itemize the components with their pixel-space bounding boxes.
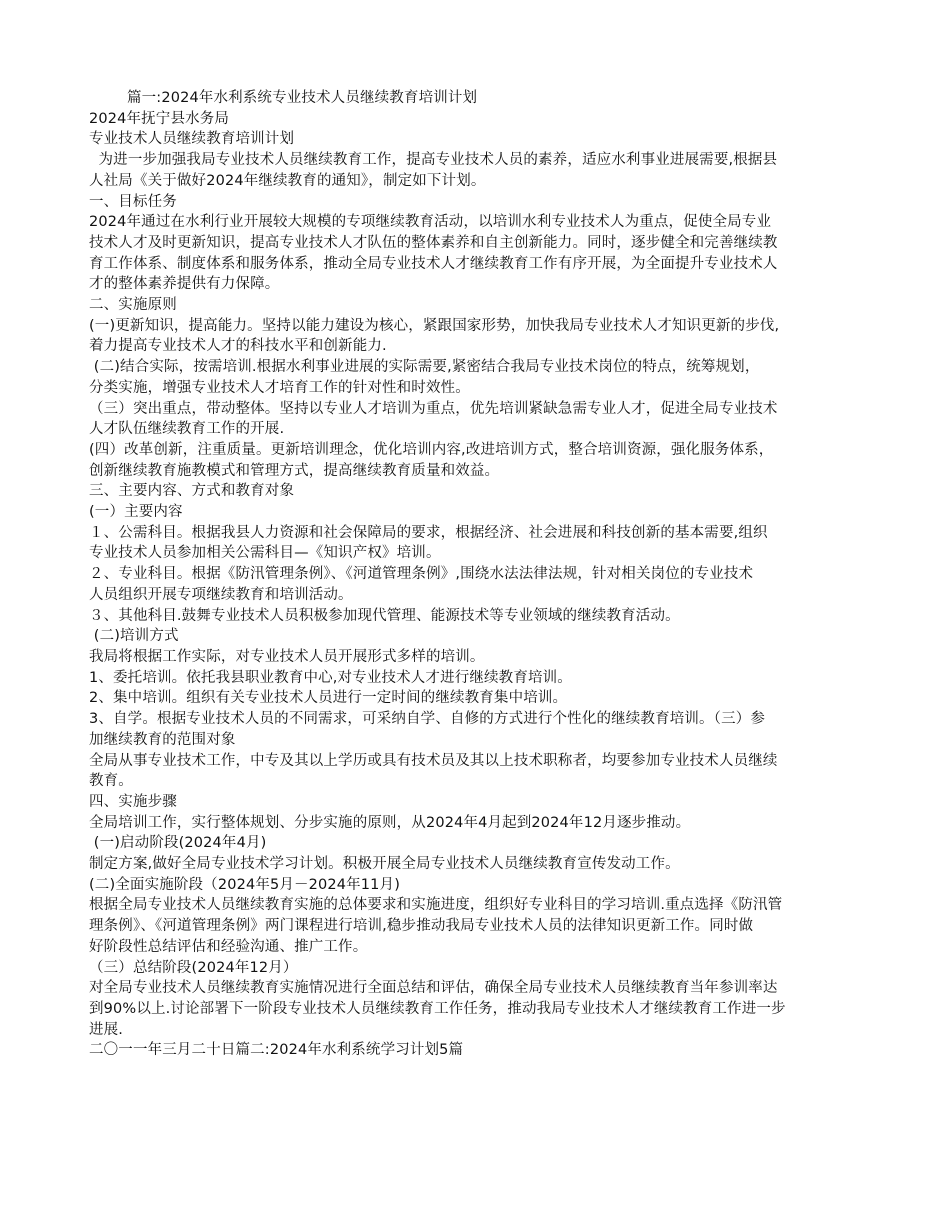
section-heading: 一、目标任务 xyxy=(89,193,177,210)
text-line: 到90%以上.讨论部署下一阶段专业技术人员继续教育工作任务，推动我局专业技术人才继续教育工作进一步 xyxy=(89,1000,786,1017)
subsection-heading: (二)全面实施阶段（2024年5月－2024年11月) xyxy=(89,876,400,893)
document-subtitle: 专业技术人员继续教育培训计划 xyxy=(89,131,295,148)
text-line: 人才队伍继续教育工作的开展. xyxy=(89,421,285,438)
text-line: 创新继续教育施教模式和管理方式，提高继续教育质量和效益。 xyxy=(89,462,500,479)
text-line: 好阶段性总结评估和经验沟通、推广工作。 xyxy=(89,938,368,955)
text-line: 2024年通过在水利行业开展较大规模的专项继续教育活动，以培训水利专业技术人为重点，促使全局专业 xyxy=(89,214,772,231)
section-heading: 三、主要内容、方式和教育对象 xyxy=(89,483,295,500)
document-org: 2024年抚宁县水务局 xyxy=(89,110,230,127)
text-line: 专业技术人员参加相关公需科目—《知识产权》培训。 xyxy=(89,545,441,562)
subsection-heading: (一)启动阶段(2024年4月) xyxy=(89,835,267,852)
text-line: 2、集中培训。组织有关专业技术人员进行一定时间的继续教育集中培训。 xyxy=(89,690,568,707)
section-heading: 二、实施原则 xyxy=(89,297,177,314)
text-line: 人社局《关于做好2024年继续教育的通知》，制定如下计划。 xyxy=(89,172,486,189)
text-line: 根据全局专业技术人员继续教育实施的总体要求和实施进度，组织好专业科目的学习培训.重点选择《防汛管 xyxy=(89,897,783,914)
text-line: ２、专业科目。根据《防汛管理条例》、《河道管理条例》,围绕水法法律法规，针对相关岗位的专业技术 xyxy=(89,566,754,583)
text-line: 加继续教育的范围对象 xyxy=(89,731,236,748)
text-line: 全局从事专业技术工作，中专及其以上学历或具有技术员及其以上技术职称者，均要参加专业技术人员继续 xyxy=(89,752,778,769)
text-line: 育工作体系、制度体系和服务体系，推动全局专业技术人才继续教育工作有序开展，为全面提升专业技术人 xyxy=(89,255,778,272)
document-heading: 篇一:2024年水利系统专业技术人员继续教育培训计划 xyxy=(127,90,478,106)
subsection-heading: （三）总结阶段(2024年12月） xyxy=(89,959,298,976)
text-line: 制定方案,做好全局专业技术学习计划。积极开展全局专业技术人员继续教育宣传发动工作。 xyxy=(89,856,680,873)
text-line: （三）突出重点，带动整体。坚持以专业人才培训为重点，优先培训紧缺急需专业人才，促进全局专业技术 xyxy=(89,400,778,417)
text-line: (一)更新知识，提高能力。坚持以能力建设为核心，紧跟国家形势，加快我局专业技术人才知识更新的步伐, xyxy=(89,317,780,334)
text-line: 分类实施，增强专业技术人才培育工作的针对性和时效性。 xyxy=(89,379,470,396)
text-line: 着力提高专业技术人才的科技水平和创新能力. xyxy=(89,338,387,355)
text-line: 人员组织开展专项继续教育和培训活动。 xyxy=(89,586,353,603)
subsection-heading: (一）主要内容 xyxy=(89,504,183,521)
text-line: 3、自学。根据专业技术人员的不同需求，可采纳自学、自修的方式进行个性化的继续教育培训。（三）参 xyxy=(89,711,766,728)
section-heading: 四、实施步骤 xyxy=(89,793,177,810)
text-line: 全局培训工作，实行整体规划、分步实施的原则，从2024年4月起到2024年12月逐步推动。 xyxy=(89,814,691,831)
text-line: ３、其他科目.鼓舞专业技术人员积极参加现代管理、能源技术等专业领域的继续教育活动。 xyxy=(89,607,680,624)
text-line: (二)结合实际，按需培训.根据水利事业进展的实际需要,紧密结合我局专业技术岗位的特点，统筹规划， xyxy=(89,359,760,376)
text-line: 我局将根据工作实际，对专业技术人员开展形式多样的培训。 xyxy=(89,648,485,665)
text-line: (四）改革创新，注重质量。更新培训理念，优化培训内容,改进培训方式，整合培训资源，强化服务体系， xyxy=(89,441,774,458)
text-line: 技术人才及时更新知识，提高专业技术人才队伍的整体素养和自主创新能力。同时，逐步健全和完善继续教 xyxy=(89,234,778,251)
text-line: 为进一步加强我局专业技术人员继续教育工作，提高专业技术人员的素养，适应水利事业进展需要,根据县 xyxy=(89,152,778,169)
text-line: 进展. xyxy=(89,1021,124,1038)
text-line: 对全局专业技术人员继续教育实施情况进行全面总结和评估，确保全局专业技术人员继续教育当年参训率达 xyxy=(89,980,778,997)
text-line: １、公需科目。根据我县人力资源和社会保障局的要求，根据经济、社会进展和科技创新的基本需要,组织 xyxy=(89,524,768,541)
subsection-heading: (二)培训方式 xyxy=(89,628,179,645)
text-line: 理条例》、《河道管理条例》两门课程进行培训,稳步推动我局专业技术人员的法律知识更新工作。同时做 xyxy=(89,918,754,935)
text-line: 教育。 xyxy=(89,773,133,790)
text-line: 1、委托培训。依托我县职业教育中心,对专业技术人才进行继续教育培训。 xyxy=(89,669,572,686)
text-line: 才的整体素养提供有力保障。 xyxy=(89,276,280,293)
document-date-footer: 二〇一一年三月二十日篇二:2024年水利系统学习计划5篇 xyxy=(89,1042,464,1059)
